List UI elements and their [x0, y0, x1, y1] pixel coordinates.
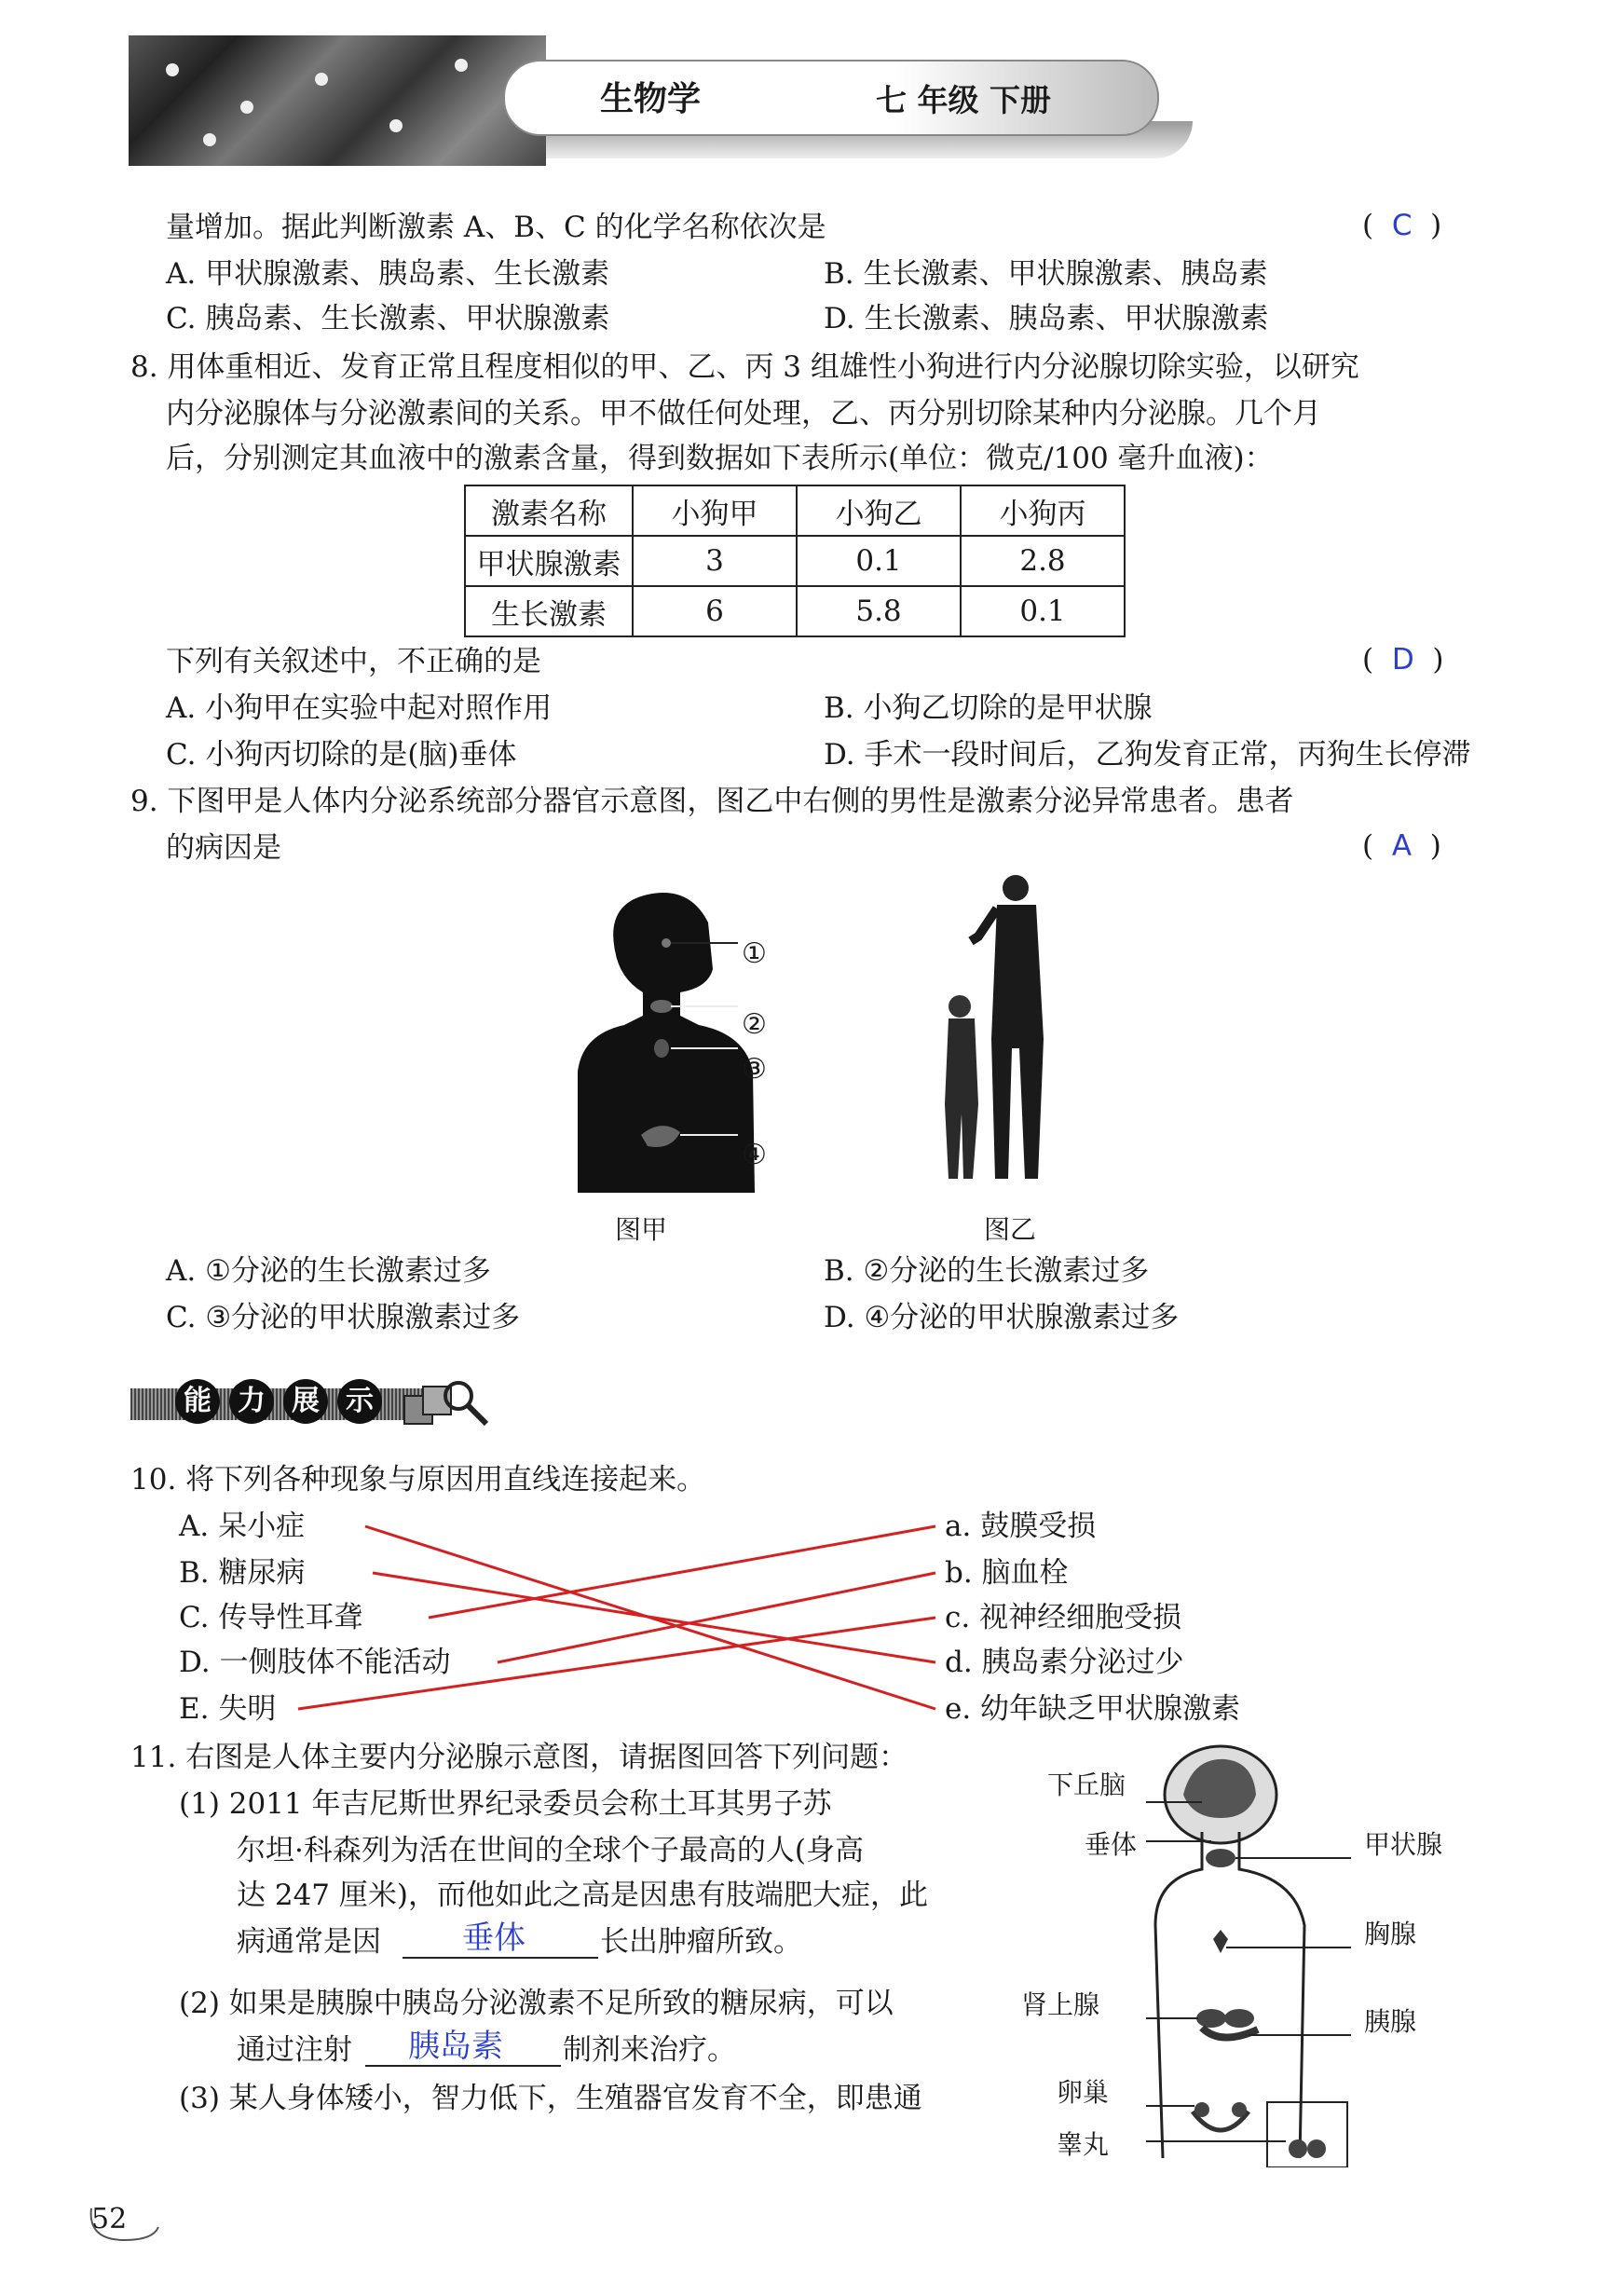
q7-option-a: A. 甲状腺激素、胰岛素、生长激素: [166, 257, 610, 291]
q7-stem: 量增加。据此判断激素 A、B、C 的化学名称依次是: [166, 211, 826, 244]
q7-answer: C: [1391, 209, 1413, 242]
label-thymus: 胸腺: [1364, 1919, 1417, 1949]
q11-p1-line2: 尔坦·科森列为活在世间的全球个子最高的人(身高: [237, 1834, 864, 1867]
figure-a-caption: 图甲: [615, 1214, 668, 1245]
q8-stem-line2: 内分泌腺体与分泌激素间的关系。甲不做任何处理，乙、丙分别切除某种内分泌腺。几个月: [166, 397, 1321, 430]
q8-option-c: C. 小狗丙切除的是(脑)垂体: [166, 738, 517, 772]
q10-right-item: d. 胰岛素分泌过少: [945, 1646, 1184, 1679]
q11-p2-answer: 胰岛素: [408, 2028, 503, 2065]
q10-left-item: A. 呆小症: [179, 1510, 306, 1543]
q8-option-b: B. 小狗乙切除的是甲状腺: [824, 691, 1153, 725]
table-header-cell: 激素名称: [465, 485, 633, 536]
q8-answer: D: [1391, 643, 1414, 676]
callout-2: ②: [742, 1008, 767, 1041]
label-testis: 睾丸: [1057, 2129, 1110, 2160]
table-header-cell: 小狗乙: [797, 485, 961, 536]
q10-left-item: E. 失明: [179, 1692, 277, 1726]
table-cell: 5.8: [797, 586, 961, 636]
banner-char: 力: [229, 1379, 274, 1424]
callout-3: ③: [742, 1053, 767, 1086]
table-cell: 3: [633, 536, 797, 586]
page-number: 52: [91, 2203, 128, 2235]
q11-p2-line2-suffix: 制剂来治疗。: [563, 2033, 736, 2067]
q9-option-b: B. ②分泌的生长激素过多: [824, 1254, 1150, 1288]
q11-p1-line4-prefix: 病通常是因: [237, 1925, 381, 1959]
table-cell: 0.1: [961, 586, 1125, 636]
q11-stem: 11. 右图是人体主要内分泌腺示意图，请据图回答下列问题：: [130, 1741, 908, 1774]
q10-right-item: b. 脑血栓: [945, 1556, 1069, 1590]
table-cell: 2.8: [961, 536, 1125, 586]
page-number-swirl-icon: [88, 2199, 162, 2246]
label-pituitary: 垂体: [1085, 1829, 1138, 1860]
q11-p2-line2-prefix: 通过注射: [237, 2033, 352, 2067]
table-header-cell: 小狗甲: [633, 485, 797, 536]
q11-p1-answer: 垂体: [462, 1920, 526, 1957]
q7-option-d: D. 生长激素、胰岛素、甲状腺激素: [824, 302, 1269, 335]
q8-stem-line3: 后，分别测定其血液中的激素含量，得到数据如下表所示(单位：微克/100 毫升血液)：: [166, 442, 1274, 475]
label-adrenal: 肾上腺: [1021, 1989, 1100, 2020]
q8-option-d: D. 手术一段时间后，乙狗发育正常，丙狗生长停滞: [824, 738, 1471, 772]
q9-answer-paren: ( A ): [1362, 829, 1441, 863]
q9-stem-line2: 的病因是: [166, 831, 281, 865]
match-line-B-d: [373, 1573, 935, 1662]
q7-answer-paren: ( C ): [1362, 209, 1442, 242]
q10-left-item: C. 传导性耳聋: [179, 1601, 363, 1634]
figure-b-caption: 图乙: [984, 1214, 1037, 1245]
endocrine-glands-diagram: [1146, 1739, 1351, 2167]
q11-p1-line4-suffix: 长出肿瘤所致。: [600, 1925, 802, 1959]
q11-p2-line1: (2) 如果是胰腺中胰岛分泌激素不足所致的糖尿病，可以: [179, 1987, 894, 2020]
label-pancreas: 胰腺: [1364, 2006, 1417, 2037]
label-ovary: 卵巢: [1057, 2077, 1110, 2108]
callout-1: ①: [742, 937, 767, 970]
q7-option-c: C. 胰岛素、生长激素、甲状腺激素: [166, 302, 610, 335]
banner-char: 展: [283, 1379, 328, 1424]
q9-stem-line1: 9. 下图甲是人体内分泌系统部分器官示意图，图乙中右侧的男性是激素分泌异常患者。患者: [130, 785, 1294, 818]
q10-left-item: D. 一侧肢体不能活动: [179, 1646, 451, 1679]
grade-title: 七 年级 下册: [876, 82, 1051, 118]
callout-4: ④: [742, 1139, 767, 1171]
q10-right-item: a. 鼓膜受损: [945, 1510, 1097, 1543]
q7-option-b: B. 生长激素、甲状腺激素、胰岛素: [824, 257, 1268, 291]
subject-title: 生物学: [600, 80, 702, 118]
q10-right-item: c. 视神经细胞受损: [945, 1601, 1182, 1634]
q9-option-d: D. ④分泌的甲状腺激素过多: [824, 1301, 1180, 1334]
table-cell: 甲状腺激素: [465, 536, 633, 586]
table-cell: 生长激素: [465, 586, 633, 636]
q9-option-a: A. ①分泌的生长激素过多: [166, 1254, 491, 1288]
q9-option-c: C. ③分泌的甲状腺激素过多: [166, 1301, 521, 1334]
label-hypothalamus: 下丘脑: [1047, 1770, 1126, 1800]
q9-answer: A: [1391, 829, 1413, 863]
q8-answer-paren: ( D ): [1362, 643, 1444, 676]
q10-stem: 10. 将下列各种现象与原因用直线连接起来。: [130, 1463, 706, 1496]
q11-p1-line3: 达 247 厘米)，而他如此之高是因患有肢端肥大症，此: [237, 1879, 928, 1912]
table-header-cell: 小狗丙: [961, 485, 1125, 536]
q8-option-a: A. 小狗甲在实验中起对照作用: [166, 691, 553, 725]
match-line-E-c: [298, 1618, 935, 1709]
q11-p3-line1: (3) 某人身体矮小，智力低下，生殖器官发育不全，即患通: [179, 2082, 922, 2115]
q10-right-item: e. 幼年缺乏甲状腺激素: [945, 1692, 1241, 1726]
q11-p1-line1: (1) 2011 年吉尼斯世界纪录委员会称土耳其男子苏: [179, 1787, 832, 1821]
banner-char: 能: [175, 1379, 220, 1424]
banner-char: 示: [337, 1379, 382, 1424]
label-thyroid: 甲状腺: [1364, 1829, 1443, 1860]
q10-left-item: B. 糖尿病: [179, 1556, 306, 1590]
q8-question: 下列有关叙述中，不正确的是: [166, 645, 541, 678]
table-cell: 6: [633, 586, 797, 636]
q8-stem-line1: 8. 用体重相近、发育正常且程度相似的甲、乙、丙 3 组雄性小狗进行内分泌腺切除实验，以研究: [130, 350, 1359, 384]
table-cell: 0.1: [797, 536, 961, 586]
